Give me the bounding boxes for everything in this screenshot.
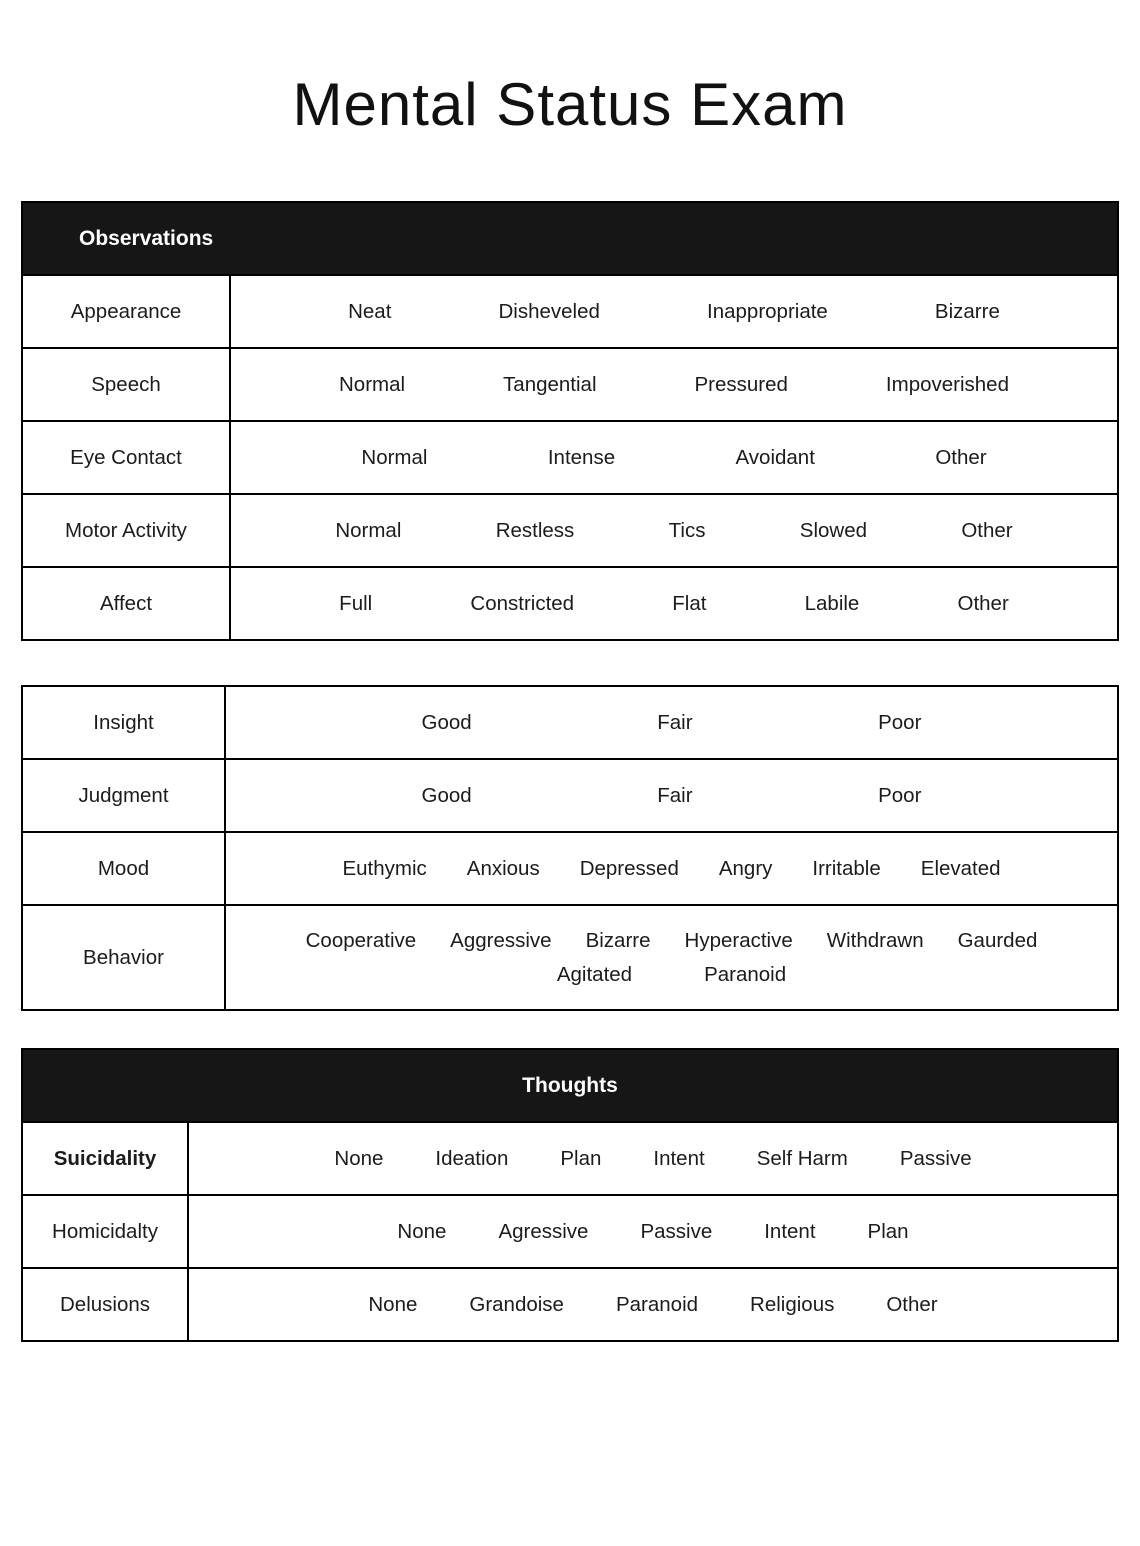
option-other: Other — [957, 591, 1009, 615]
mood-label: Mood — [23, 833, 226, 904]
appearance-label: Appearance — [23, 276, 231, 347]
affect-label: Affect — [23, 568, 231, 639]
option-avoidant: Avoidant — [735, 445, 815, 469]
eye-contact-label: Eye Contact — [23, 422, 231, 493]
option-paranoid: Paranoid — [704, 962, 787, 986]
option-agressive: Agressive — [498, 1219, 589, 1243]
row-behavior — [23, 904, 1117, 1009]
homicidalty-options — [189, 1196, 1117, 1267]
option-full: Full — [339, 591, 373, 615]
option-good: Good — [421, 783, 472, 807]
row-mood — [23, 831, 1117, 904]
option-labile: Labile — [804, 591, 860, 615]
option-slowed: Slowed — [799, 518, 868, 542]
thoughts-table — [21, 1048, 1119, 1342]
insight-label: Insight — [23, 687, 226, 758]
row-homicidalty — [23, 1194, 1117, 1267]
option-agitated: Agitated — [556, 962, 633, 986]
option-euthymic: Euthymic — [342, 856, 427, 880]
option-other: Other — [886, 1292, 938, 1316]
option-intent: Intent — [764, 1219, 816, 1243]
option-plan: Plan — [867, 1219, 909, 1243]
option-none: None — [397, 1219, 447, 1243]
row-appearance — [23, 274, 1117, 347]
option-impoverished: Impoverished — [885, 372, 1009, 396]
speech-options — [231, 349, 1117, 420]
option-none: None — [334, 1146, 384, 1170]
motor-activity-label: Motor Activity — [23, 495, 231, 566]
suicidality-label: Suicidality — [23, 1123, 189, 1194]
option-cooperative: Cooperative — [305, 928, 417, 952]
row-judgment — [23, 758, 1117, 831]
option-aggressive: Aggressive — [450, 928, 552, 952]
row-insight — [23, 687, 1117, 758]
eye-contact-options — [231, 422, 1117, 493]
option-normal: Normal — [338, 372, 406, 396]
option-disheveled: Disheveled — [498, 299, 600, 323]
homicidalty-label: Homicidalty — [23, 1196, 189, 1267]
option-flat: Flat — [672, 591, 707, 615]
option-fair: Fair — [657, 783, 693, 807]
assessment-table — [21, 685, 1119, 1011]
option-paranoid: Paranoid — [615, 1292, 699, 1316]
affect-options — [231, 568, 1117, 639]
option-bizarre: Bizarre — [585, 928, 651, 952]
option-good: Good — [421, 710, 472, 734]
delusions-label: Delusions — [23, 1269, 189, 1340]
option-restless: Restless — [495, 518, 575, 542]
delusions-options — [189, 1269, 1117, 1340]
option-grandoise: Grandoise — [469, 1292, 564, 1316]
row-motor-activity — [23, 493, 1117, 566]
behavior-options — [226, 906, 1117, 1009]
insight-options — [226, 687, 1117, 758]
option-intent: Intent — [653, 1146, 705, 1170]
option-irritable: Irritable — [812, 856, 881, 880]
thoughts-table-header — [23, 1050, 1117, 1121]
page-title: Mental Status Exam — [292, 71, 848, 138]
option-other: Other — [935, 445, 987, 469]
speech-label: Speech — [23, 349, 231, 420]
thoughts-header-label: Thoughts — [522, 1073, 618, 1097]
appearance-options — [231, 276, 1117, 347]
option-poor: Poor — [878, 710, 922, 734]
option-religious: Religious — [750, 1292, 835, 1316]
observations-table-header — [23, 203, 1117, 274]
row-speech — [23, 347, 1117, 420]
option-anxious: Anxious — [466, 856, 540, 880]
option-withdrawn: Withdrawn — [826, 928, 924, 952]
option-normal: Normal — [361, 445, 428, 469]
observations-header-label: Observations — [79, 226, 214, 250]
judgment-options — [226, 760, 1117, 831]
suicidality-options — [189, 1123, 1117, 1194]
option-neat: Neat — [348, 299, 392, 323]
option-plan: Plan — [560, 1146, 602, 1170]
option-hyperactive: Hyperactive — [684, 928, 793, 952]
behavior-options-line-1 — [236, 929, 1107, 953]
option-constricted: Constricted — [470, 591, 575, 615]
behavior-options-line-2 — [236, 963, 1107, 987]
option-depressed: Depressed — [579, 856, 679, 880]
option-poor: Poor — [878, 783, 922, 807]
behavior-label: Behavior — [23, 906, 226, 1009]
option-inappropriate: Inappropriate — [707, 299, 828, 323]
option-intense: Intense — [547, 445, 616, 469]
option-elevated: Elevated — [920, 856, 1001, 880]
option-tangential: Tangential — [503, 372, 597, 396]
row-affect — [23, 566, 1117, 639]
mental-status-exam-form — [0, 70, 1140, 1402]
option-ideation: Ideation — [435, 1146, 509, 1170]
option-tics: Tics — [668, 518, 706, 542]
row-suicidality — [23, 1121, 1117, 1194]
row-delusions — [23, 1267, 1117, 1340]
option-pressured: Pressured — [694, 372, 788, 396]
option-self-harm: Self Harm — [756, 1146, 848, 1170]
option-fair: Fair — [657, 710, 693, 734]
row-eye-contact — [23, 420, 1117, 493]
option-gaurded: Gaurded — [957, 928, 1038, 952]
observations-table — [21, 201, 1119, 641]
motor-activity-options — [231, 495, 1117, 566]
option-normal: Normal — [335, 518, 402, 542]
option-passive: Passive — [640, 1219, 713, 1243]
mood-options — [226, 833, 1117, 904]
option-none: None — [368, 1292, 418, 1316]
option-angry: Angry — [718, 856, 773, 880]
option-passive: Passive — [899, 1146, 972, 1170]
option-bizarre: Bizarre — [934, 299, 1000, 323]
option-other: Other — [961, 518, 1013, 542]
judgment-label: Judgment — [23, 760, 226, 831]
